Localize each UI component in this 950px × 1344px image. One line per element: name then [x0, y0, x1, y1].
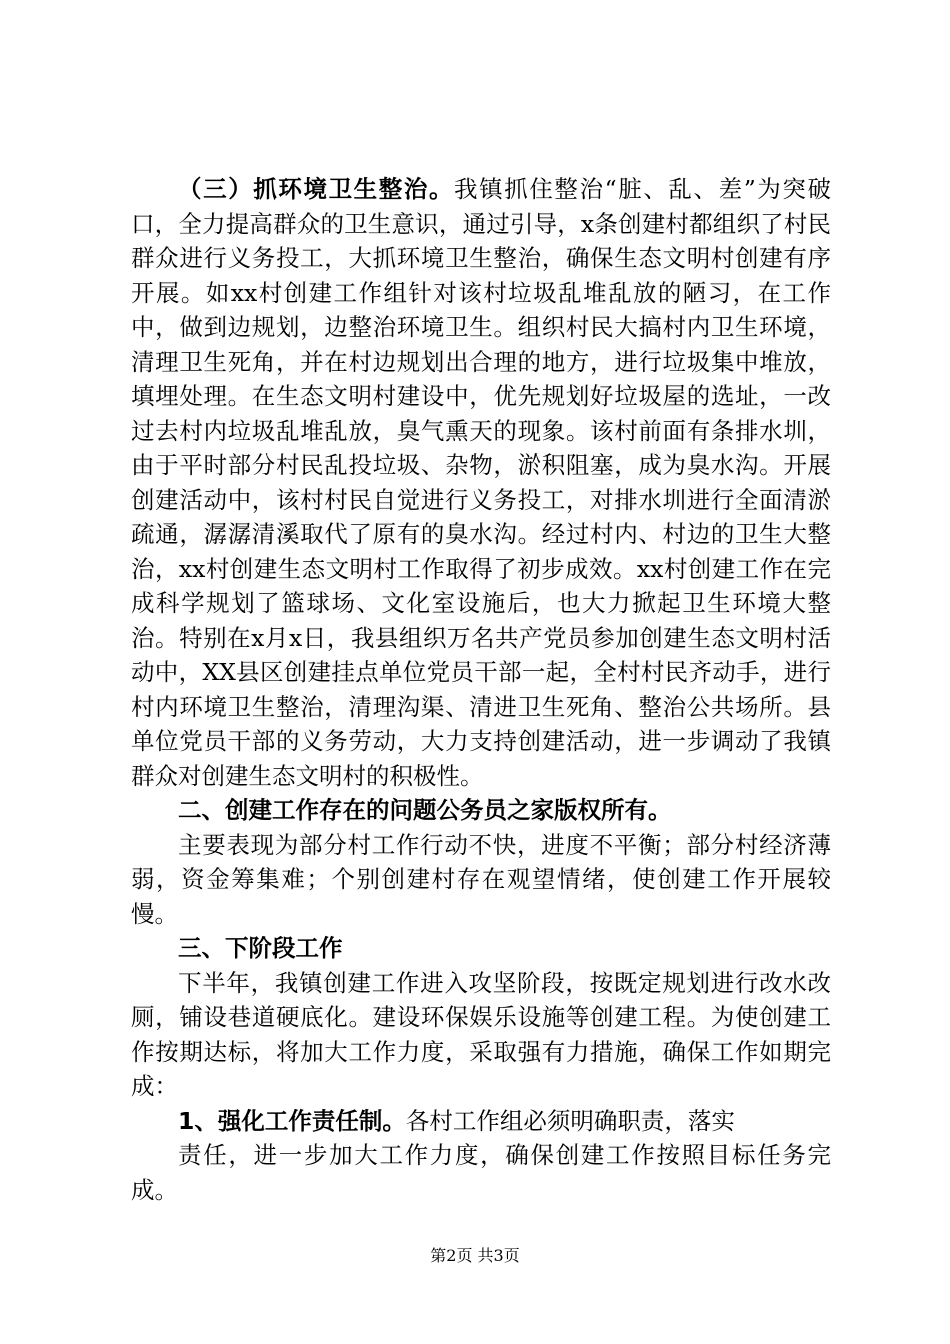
paragraph-environment-sanitation — [131, 172, 831, 793]
section-heading-problems: 二、创建工作存在的问题公务员之家版权所有。 — [178, 796, 672, 824]
page-number: 第2页 共3页 — [430, 1246, 520, 1265]
paragraph-responsibility — [131, 1104, 831, 1139]
paragraph-problems: 主要表现为部分村工作行动不快，进度不平衡；部分村经济薄弱，资金筹集难；个别创建村存在观望情绪，使创建工作开展较慢。 — [131, 830, 831, 928]
paragraph-text: 各村工作组必须明确职责，落实 — [405, 1106, 735, 1135]
section-heading-next-phase: 三、下阶段工作 — [178, 934, 343, 962]
page-footer — [0, 1245, 950, 1267]
paragraph-text: 我镇抓住整治“脏、乱、差”为突破口，全力提高群众的卫生意识，通过引导，x条创建村都组织了村民群众进行义务投工，大抓环境卫生整治，确保生态文明村创建有序开展。如xx村创建工作组针对该村垃圾乱堆乱放的陋习，在工作中，做到边规划，边整治环境卫生。组织村民大搞村内卫生环境，清理卫生死角，并在村边规划出合理的地方，进行垃圾集中堆放，填埋处理。在生态文明村建设中，优先规划好垃圾屋的选址，一改过去村内垃圾乱堆乱放，臭气熏天的现象。该村前面有条排水圳，由于平时部分村民乱投垃圾、杂物，淤积阻塞，成为臭水沟。开展创建活动中，该村村民自觉进行义务投工，对排水圳进行全面清淤疏通，潺潺清溪取代了原有的臭水沟。经过村内、村边的卫生大整治，xx村创建生态文明村工作取得了初步成效。xx村创建工作在完成科学规划了篮球场、文化室设施后，也大力掀起卫生环境大整治。特别在x月x日，我县组织万名共产党员参加创建生态文明村活动中，XX县区创建挂点单位党员干部一起，全村村民齐动手，进行村内环境卫生整治，清理沟渠、清进卫生死角、整治公共场所。县单位党员干部的义务劳动，大力支持创建活动，进一步调动了我镇群众对创建生态文明村的积极性。 — [131, 175, 831, 790]
paragraph-responsibility-continued: 责任，进一步加大工作力度，确保创建工作按照目标任务完成。 — [131, 1141, 831, 1204]
paragraph-next-phase: 下半年，我镇创建工作进入攻坚阶段，按既定规划进行改水改厕，铺设巷道硬底化。建设环保娱乐设施等创建工程。为使创建工作按期达标，将加大工作力度，采取强有力措施，确保工作如期完成： — [131, 968, 831, 1100]
document-body — [131, 172, 831, 1207]
paragraph-lead: 1、强化工作责任制。 — [178, 1106, 406, 1135]
paragraph-lead: （三）抓环境卫生整治。 — [178, 175, 455, 203]
